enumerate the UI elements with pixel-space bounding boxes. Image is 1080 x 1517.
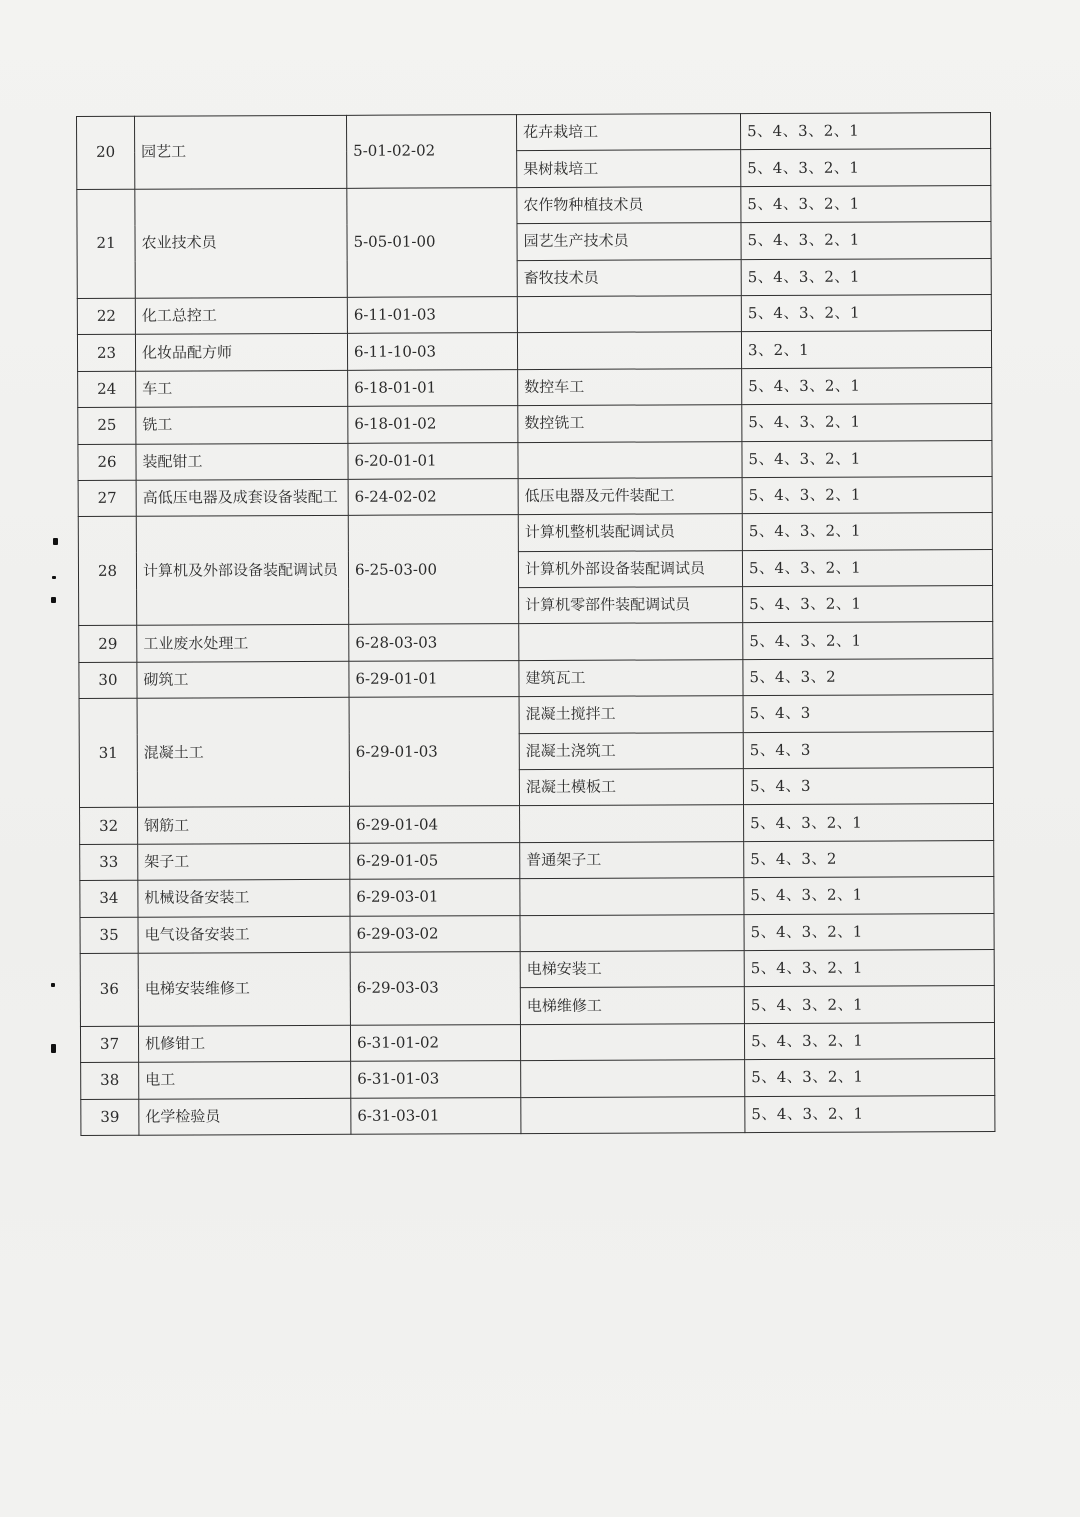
table-row [81, 1059, 995, 1099]
sub-occupation: 农作物种植技术员 [517, 186, 741, 223]
skill-levels: 5、4、3、2、1 [740, 113, 990, 150]
occupation-code: 6-18-01-01 [348, 369, 518, 406]
skill-levels: 5、4、3、2 [743, 658, 993, 695]
sub-occupation: 混凝土搅拌工 [519, 696, 743, 733]
occupation-name: 混凝土工 [137, 698, 349, 808]
occupation-code: 6-11-10-03 [347, 333, 517, 370]
occupation-code: 6-25-03-00 [348, 515, 518, 625]
occupation-name: 装配钳工 [136, 443, 348, 480]
occupation-name: 车工 [136, 370, 348, 407]
table-row [78, 367, 992, 407]
skill-levels: 5、4、3、2、1 [741, 149, 991, 186]
occupation-code: 6-29-03-03 [350, 952, 520, 1026]
sub-occupation [517, 296, 741, 333]
row-number: 22 [77, 298, 135, 335]
skill-levels: 5、4、3、2、1 [743, 586, 993, 623]
occupation-code: 5-05-01-00 [347, 187, 517, 297]
sub-occupation: 混凝土浇筑工 [519, 732, 743, 769]
sub-occupation: 果树栽培工 [517, 150, 741, 187]
skill-levels: 5、4、3、2、1 [741, 222, 991, 259]
table-row [77, 185, 991, 225]
occupation-code: 6-24-02-02 [348, 478, 518, 515]
table-row [80, 913, 994, 953]
margin-mark [51, 1044, 56, 1053]
table-row [80, 804, 994, 844]
sub-occupation: 计算机零部件装配调试员 [519, 587, 743, 624]
row-number: 28 [78, 517, 136, 626]
occupation-name: 工业废水处理工 [137, 625, 349, 662]
skill-levels: 5、4、3 [743, 731, 993, 768]
sub-occupation [518, 441, 742, 478]
occupation-code: 6-18-01-02 [348, 406, 518, 443]
occupation-name: 砌筑工 [137, 661, 349, 698]
occupation-code: 6-29-01-05 [350, 842, 520, 879]
occupation-table [76, 112, 995, 1136]
skill-levels: 5、4、3、2、1 [741, 258, 991, 295]
occupation-name: 机械设备安装工 [138, 880, 350, 917]
occupation-name: 化妆品配方师 [135, 334, 347, 371]
skill-levels: 3、2、1 [741, 331, 991, 368]
sub-occupation: 电梯维修工 [520, 987, 744, 1024]
occupation-name: 农业技术员 [135, 188, 347, 298]
row-number: 21 [77, 189, 135, 298]
sub-occupation [520, 914, 744, 951]
skill-levels: 5、4、3、2、1 [744, 1022, 994, 1059]
skill-levels: 5、4、3、2、1 [744, 877, 994, 914]
row-number: 31 [79, 698, 137, 807]
skill-levels: 5、4、3、2、1 [742, 404, 992, 441]
occupation-name: 化学检验员 [139, 1098, 351, 1135]
table-row [78, 476, 992, 516]
row-number: 34 [80, 880, 138, 917]
skill-levels: 5、4、3、2、1 [744, 804, 994, 841]
table-row [81, 1095, 995, 1135]
margin-mark [53, 538, 58, 545]
row-number: 38 [81, 1062, 139, 1099]
row-number: 24 [78, 371, 136, 408]
sub-occupation [521, 1096, 745, 1133]
sub-occupation [521, 1060, 745, 1097]
sub-occupation [517, 332, 741, 369]
sub-occupation: 畜牧技术员 [517, 259, 741, 296]
table-row [80, 877, 994, 917]
skill-levels: 5、4、3、2、1 [741, 294, 991, 331]
table-row [79, 622, 993, 662]
table-row [79, 658, 993, 698]
sub-occupation: 计算机外部设备装配调试员 [518, 550, 742, 587]
row-number: 37 [80, 1026, 138, 1063]
occupation-code: 6-31-03-01 [351, 1097, 521, 1134]
sub-occupation [520, 1023, 744, 1060]
occupation-name: 高低压电器及成套设备装配工 [136, 479, 348, 516]
table-row [77, 113, 991, 153]
occupation-name: 钢筋工 [138, 807, 350, 844]
sub-occupation: 低压电器及元件装配工 [518, 478, 742, 515]
sub-occupation [519, 623, 743, 660]
skill-levels: 5、4、3、2、1 [744, 913, 994, 950]
row-number: 20 [77, 116, 135, 189]
occupation-name: 架子工 [138, 843, 350, 880]
sub-occupation: 园艺生产技术员 [517, 223, 741, 260]
occupation-code: 5-01-02-02 [346, 115, 516, 189]
occupation-code: 6-20-01-01 [348, 442, 518, 479]
occupation-code: 6-28-03-03 [349, 624, 519, 661]
sub-occupation: 普通架子工 [520, 841, 744, 878]
table-row [78, 440, 992, 480]
occupation-name: 计算机及外部设备装配调试员 [136, 516, 348, 626]
row-number: 35 [80, 917, 138, 954]
sub-occupation: 电梯安装工 [520, 951, 744, 988]
skill-levels: 5、4、3、2 [744, 840, 994, 877]
margin-mark [51, 597, 56, 603]
table-row [79, 695, 993, 735]
occupation-name: 化工总控工 [135, 297, 347, 334]
skill-levels: 5、4、3、2、1 [742, 367, 992, 404]
skill-levels: 5、4、3、2、1 [742, 440, 992, 477]
occupation-name: 铣工 [136, 406, 348, 443]
occupation-name: 电气设备安装工 [138, 916, 350, 953]
row-number: 30 [79, 662, 137, 699]
skill-levels: 5、4、3、2、1 [742, 476, 992, 513]
sub-occupation: 数控车工 [518, 368, 742, 405]
skill-levels: 5、4、3、2、1 [742, 549, 992, 586]
skill-levels: 5、4、3、2、1 [744, 986, 994, 1023]
occupation-code: 6-29-03-02 [350, 915, 520, 952]
table-row [80, 949, 994, 989]
occupation-code: 6-11-01-03 [347, 297, 517, 334]
row-number: 27 [78, 480, 136, 517]
occupation-name: 机修钳工 [138, 1025, 350, 1062]
row-number: 32 [80, 808, 138, 845]
table-row [78, 404, 992, 444]
table-body [77, 113, 995, 1136]
table-row [77, 294, 991, 334]
occupation-code: 6-31-01-03 [351, 1061, 521, 1098]
row-number: 25 [78, 407, 136, 444]
row-number: 33 [80, 844, 138, 881]
table-row [77, 331, 991, 371]
table-row [78, 513, 992, 553]
row-number: 26 [78, 444, 136, 481]
row-number: 36 [80, 953, 138, 1026]
sub-occupation: 花卉栽培工 [516, 114, 740, 151]
margin-mark [52, 576, 56, 579]
sub-occupation [520, 805, 744, 842]
sub-occupation: 计算机整机装配调试员 [518, 514, 742, 551]
skill-levels: 5、4、3、2、1 [742, 513, 992, 550]
sub-occupation [520, 878, 744, 915]
skill-levels: 5、4、3、2、1 [744, 949, 994, 986]
occupation-code: 6-29-03-01 [350, 879, 520, 916]
row-number: 29 [79, 626, 137, 663]
row-number: 23 [77, 335, 135, 372]
row-number: 39 [81, 1099, 139, 1136]
sub-occupation: 混凝土模板工 [519, 769, 743, 806]
sub-occupation: 建筑瓦工 [519, 659, 743, 696]
occupation-code: 6-31-01-02 [350, 1024, 520, 1061]
margin-mark [51, 983, 55, 987]
skill-levels: 5、4、3、2、1 [745, 1059, 995, 1096]
occupation-name: 电梯安装维修工 [138, 952, 350, 1026]
skill-levels: 5、4、3、2、1 [741, 185, 991, 222]
table-row [80, 840, 994, 880]
table-row [80, 1022, 994, 1062]
occupation-code: 6-29-01-03 [349, 697, 519, 807]
skill-levels: 5、4、3、2、1 [743, 622, 993, 659]
occupation-name: 电工 [139, 1061, 351, 1098]
sub-occupation: 数控铣工 [518, 405, 742, 442]
skill-levels: 5、4、3、2、1 [745, 1095, 995, 1132]
occupation-name: 园艺工 [135, 115, 347, 189]
occupation-code: 6-29-01-04 [350, 806, 520, 843]
occupation-code: 6-29-01-01 [349, 660, 519, 697]
skill-levels: 5、4、3 [743, 695, 993, 732]
skill-levels: 5、4、3 [743, 768, 993, 805]
